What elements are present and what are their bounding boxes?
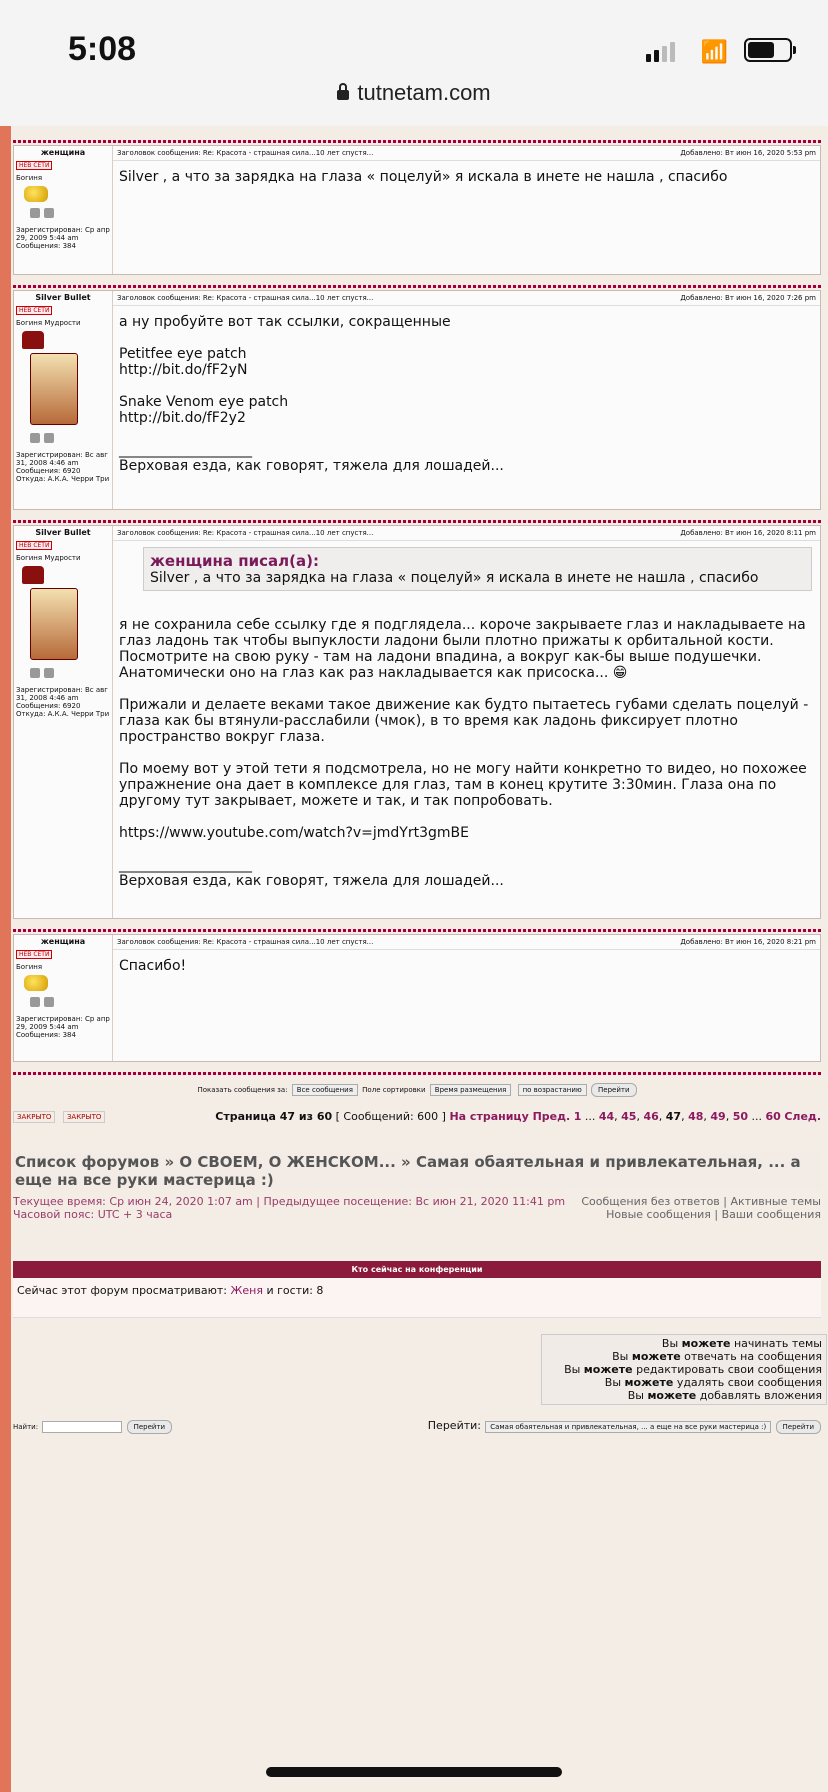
post-text: я не сохранила себе ссылку где я подглядела... короче закрываете глаз и накладываете на глаз ладонь так чтобы выпуклости ладони были плотно прижаты к орбитальной кости. Посмотрите на свою руку - там на ладони впадина, а вокруг как-бы выше подушечки. Анатомически оно на глаз как раз накладывается как присоска... 😁 Прижали и делаете веками такое движение как будто пытаетесь губами сделать поцелуй - глаза как бы втянули-расслабили (чмок), в то время как ладонь фиксирует плотно пространство вокруг глаза. По моему вот у этой тети я подсмотрела, но не могу найти конкретно то видео, но похожее упражнение она дает в комплексе для глаз, там в конец крутите 3:30мин. Глаза она по другому тут закрывает, можете и так, и так попробовать. https://www.youtube.com/watch?v=jmdYrt3gmBE ___________________ Верховая езда, как говорят, тяжела для лошадей... — [119, 617, 809, 889]
quick-links-2[interactable]: Новые сообщения | Ваши сообщения — [606, 1208, 821, 1221]
author-messages: Сообщения: 6920 — [16, 702, 81, 710]
page-link[interactable]: 48 — [688, 1109, 704, 1123]
post-2 — [13, 290, 821, 510]
url-text: tutnetam.com — [357, 80, 491, 105]
page-link[interactable]: 60 — [765, 1109, 781, 1123]
author-name[interactable]: Silver Bullet — [35, 293, 91, 302]
avatar — [30, 353, 78, 425]
prev-link[interactable]: На страницу Пред. — [449, 1109, 571, 1123]
online-user[interactable]: Женя — [230, 1284, 263, 1297]
sort-label: Поле сортировки — [362, 1086, 426, 1094]
author-rank: Богиня — [16, 963, 43, 971]
pm-icon[interactable] — [44, 433, 54, 443]
post-text: Silver , а что за зарядка на глаза « поцелуй» я искала в инете не нашла , спасибо — [119, 169, 728, 185]
post-text: Спасибо! — [119, 958, 187, 974]
signal-icon — [646, 42, 678, 62]
sort-select[interactable]: Время размещения — [430, 1084, 512, 1096]
quote-author: женщина писал(а): — [150, 552, 319, 570]
closed-button[interactable]: ЗАКРЫТО — [13, 1111, 55, 1123]
post-subject: Заголовок сообщения: Re: Красота - страшная сила...10 лет спустя... — [117, 529, 374, 537]
post-author-panel — [14, 526, 113, 918]
divider — [13, 1072, 821, 1075]
profile-icon[interactable] — [30, 208, 40, 218]
permission-line: Вы можете редактировать свои сообщения — [564, 1363, 822, 1376]
author-name[interactable]: женщина — [40, 148, 86, 157]
profile-icon[interactable] — [30, 433, 40, 443]
post-subject: Заголовок сообщения: Re: Красота - страшная сила...10 лет спустя... — [117, 149, 374, 157]
crown-icon — [22, 331, 44, 349]
online-prefix: Сейчас этот форум просматривают: — [17, 1284, 228, 1297]
post-date: Добавлено: Вт июн 16, 2020 7:26 pm — [680, 294, 816, 302]
divider — [13, 929, 821, 932]
online-panel — [13, 1261, 821, 1318]
breadcrumb[interactable]: Список форумов » О СВОЕМ, О ЖЕНСКОМ... » Самая обаятельная и привлекательная, ... а еще на все руки мастерица :) — [13, 1153, 821, 1189]
permission-line: Вы можете начинать темы — [661, 1337, 822, 1350]
pm-icon[interactable] — [44, 997, 54, 1007]
time-info — [13, 1195, 821, 1221]
author-rank: Богиня — [16, 174, 43, 182]
pm-icon[interactable] — [44, 208, 54, 218]
pagination-bar — [13, 1109, 821, 1123]
author-name[interactable]: Silver Bullet — [35, 528, 91, 537]
author-rank: Богиня Мудрости — [16, 319, 81, 327]
home-indicator — [266, 1767, 562, 1777]
wifi-icon: 📶 — [700, 40, 728, 65]
order-select[interactable]: по возрастанию — [518, 1084, 587, 1096]
address-bar[interactable] — [0, 80, 828, 106]
online-text — [13, 1278, 821, 1318]
quote-text: Silver , а что за зарядка на глаза « поцелуй» я искала в инете не нашла , спасибо — [150, 570, 759, 586]
show-label: Показать сообщения за: — [197, 1086, 288, 1094]
author-messages: Сообщения: 384 — [16, 242, 76, 250]
page-summary: Страница 47 из 60 — [215, 1109, 333, 1123]
post-author-panel — [14, 291, 113, 509]
post-date: Добавлено: Вт июн 16, 2020 8:11 pm — [680, 529, 816, 537]
page-link[interactable]: 46 — [643, 1109, 659, 1123]
author-registered: Зарегистрирован: Ср апр 29, 2009 5:44 am — [16, 1015, 110, 1031]
find-label: Найти: — [13, 1422, 39, 1431]
clock: 5:08 — [68, 30, 137, 68]
online-status-badge: НЕВ СЕТИ — [16, 541, 52, 550]
permission-line: Вы можете удалять свои сообщения — [604, 1376, 822, 1389]
permission-line: Вы можете добавлять вложения — [627, 1389, 822, 1402]
next-link[interactable]: След. — [784, 1109, 821, 1123]
jump-go-button[interactable]: Перейти — [776, 1420, 822, 1434]
crown-icon — [22, 566, 44, 584]
post-4 — [13, 934, 821, 1062]
show-select[interactable]: Все сообщения — [292, 1084, 358, 1096]
author-registered: Зарегистрирован: Вс авг 31, 2008 4:46 am — [16, 686, 108, 702]
author-rank: Богиня Мудрости — [16, 554, 81, 562]
online-status-badge: НЕВ СЕТИ — [16, 306, 52, 315]
rank-icon — [24, 975, 48, 991]
page-link[interactable]: 1 — [573, 1109, 582, 1123]
ellipsis: ... — [584, 1109, 596, 1123]
author-location: Откуда: А.К.А. Черри Три — [16, 475, 110, 483]
post-body — [113, 291, 820, 509]
ellipsis: ... — [751, 1109, 763, 1123]
permission-line: Вы можете отвечать на сообщения — [612, 1350, 822, 1363]
post-date: Добавлено: Вт июн 16, 2020 8:21 pm — [680, 938, 816, 946]
battery-icon — [744, 38, 792, 62]
left-accent-bar — [0, 126, 11, 1792]
author-name[interactable]: женщина — [40, 937, 86, 946]
permissions-box — [541, 1334, 827, 1405]
author-registered: Зарегистрирован: Вс авг 31, 2008 4:46 am — [16, 451, 108, 467]
current-page: 47 — [665, 1109, 682, 1123]
post-subject: Заголовок сообщения: Re: Красота - страшная сила...10 лет спустя... — [117, 938, 374, 946]
page-link[interactable]: 50 — [732, 1109, 749, 1123]
post-date: Добавлено: Вт июн 16, 2020 5:53 pm — [680, 149, 816, 157]
post-body — [113, 146, 820, 274]
online-status-badge: НЕВ СЕТИ — [16, 161, 52, 170]
current-time: Текущее время: Ср июн 24, 2020 1:07 am | Предыдущее посещение: Вс июн 21, 2020 11:41 pm — [13, 1195, 566, 1208]
rank-icon — [24, 186, 48, 202]
online-suffix: и гости: 8 — [266, 1284, 324, 1297]
quote-block — [143, 547, 812, 591]
find-go-button[interactable]: Перейти — [127, 1420, 173, 1434]
profile-icon[interactable] — [30, 997, 40, 1007]
author-registered: Зарегистрирован: Ср апр 29, 2009 5:44 am — [16, 226, 110, 242]
online-status-badge: НЕВ СЕТИ — [16, 950, 52, 959]
post-3 — [13, 525, 821, 919]
page-link[interactable]: 49 — [710, 1109, 726, 1123]
page-links: На страницу Пред. 1 ... 44, 45, 46, 47, 48, 49, 50 ... 60 След. — [449, 1109, 821, 1123]
forum-page — [13, 126, 821, 1434]
timezone: Часовой пояс: UTC + 3 часа — [13, 1208, 173, 1221]
find-input[interactable] — [42, 1421, 122, 1433]
divider — [13, 285, 821, 288]
post-1 — [13, 145, 821, 275]
quick-links-1[interactable]: Сообщения без ответов | Активные темы — [581, 1195, 821, 1208]
author-location: Откуда: А.К.А. Черри Три — [16, 710, 110, 718]
avatar — [30, 588, 78, 660]
pm-icon[interactable] — [44, 668, 54, 678]
post-text: а ну пробуйте вот так ссылки, сокращенные Petitfee eye patch http://bit.do/fF2yN Snake Venom eye patch http://bit.do/fF2y2 ___________________ Верховая езда, как говорят, тяжела для лошадей... — [119, 314, 504, 474]
jump-label: Перейти: — [427, 1419, 481, 1432]
online-title: Кто сейчас на конференции — [13, 1261, 821, 1278]
jump-select[interactable]: Самая обаятельная и привлекательная, ... а еще на все руки мастерица :) — [485, 1421, 771, 1433]
bottom-bar — [13, 1419, 821, 1434]
author-messages: Сообщения: 384 — [16, 1031, 76, 1039]
author-messages: Сообщения: 6920 — [16, 467, 81, 475]
divider — [13, 140, 821, 143]
post-author-panel — [14, 146, 113, 274]
profile-icon[interactable] — [30, 668, 40, 678]
lock-icon — [337, 90, 349, 100]
sort-bar — [13, 1077, 821, 1103]
post-author-panel — [14, 935, 113, 1061]
message-count: [ Сообщений: 600 ] — [335, 1109, 446, 1123]
post-body — [113, 526, 820, 918]
closed-button[interactable]: ЗАКРЫТО — [63, 1111, 105, 1123]
post-subject: Заголовок сообщения: Re: Красота - страшная сила...10 лет спустя... — [117, 294, 374, 302]
page-link[interactable]: 44 — [598, 1109, 615, 1123]
post-body — [113, 935, 820, 1061]
sort-go-button[interactable]: Перейти — [591, 1083, 637, 1097]
divider — [13, 520, 821, 523]
ios-status-bar — [0, 0, 828, 126]
page-link[interactable]: 45 — [621, 1109, 637, 1123]
